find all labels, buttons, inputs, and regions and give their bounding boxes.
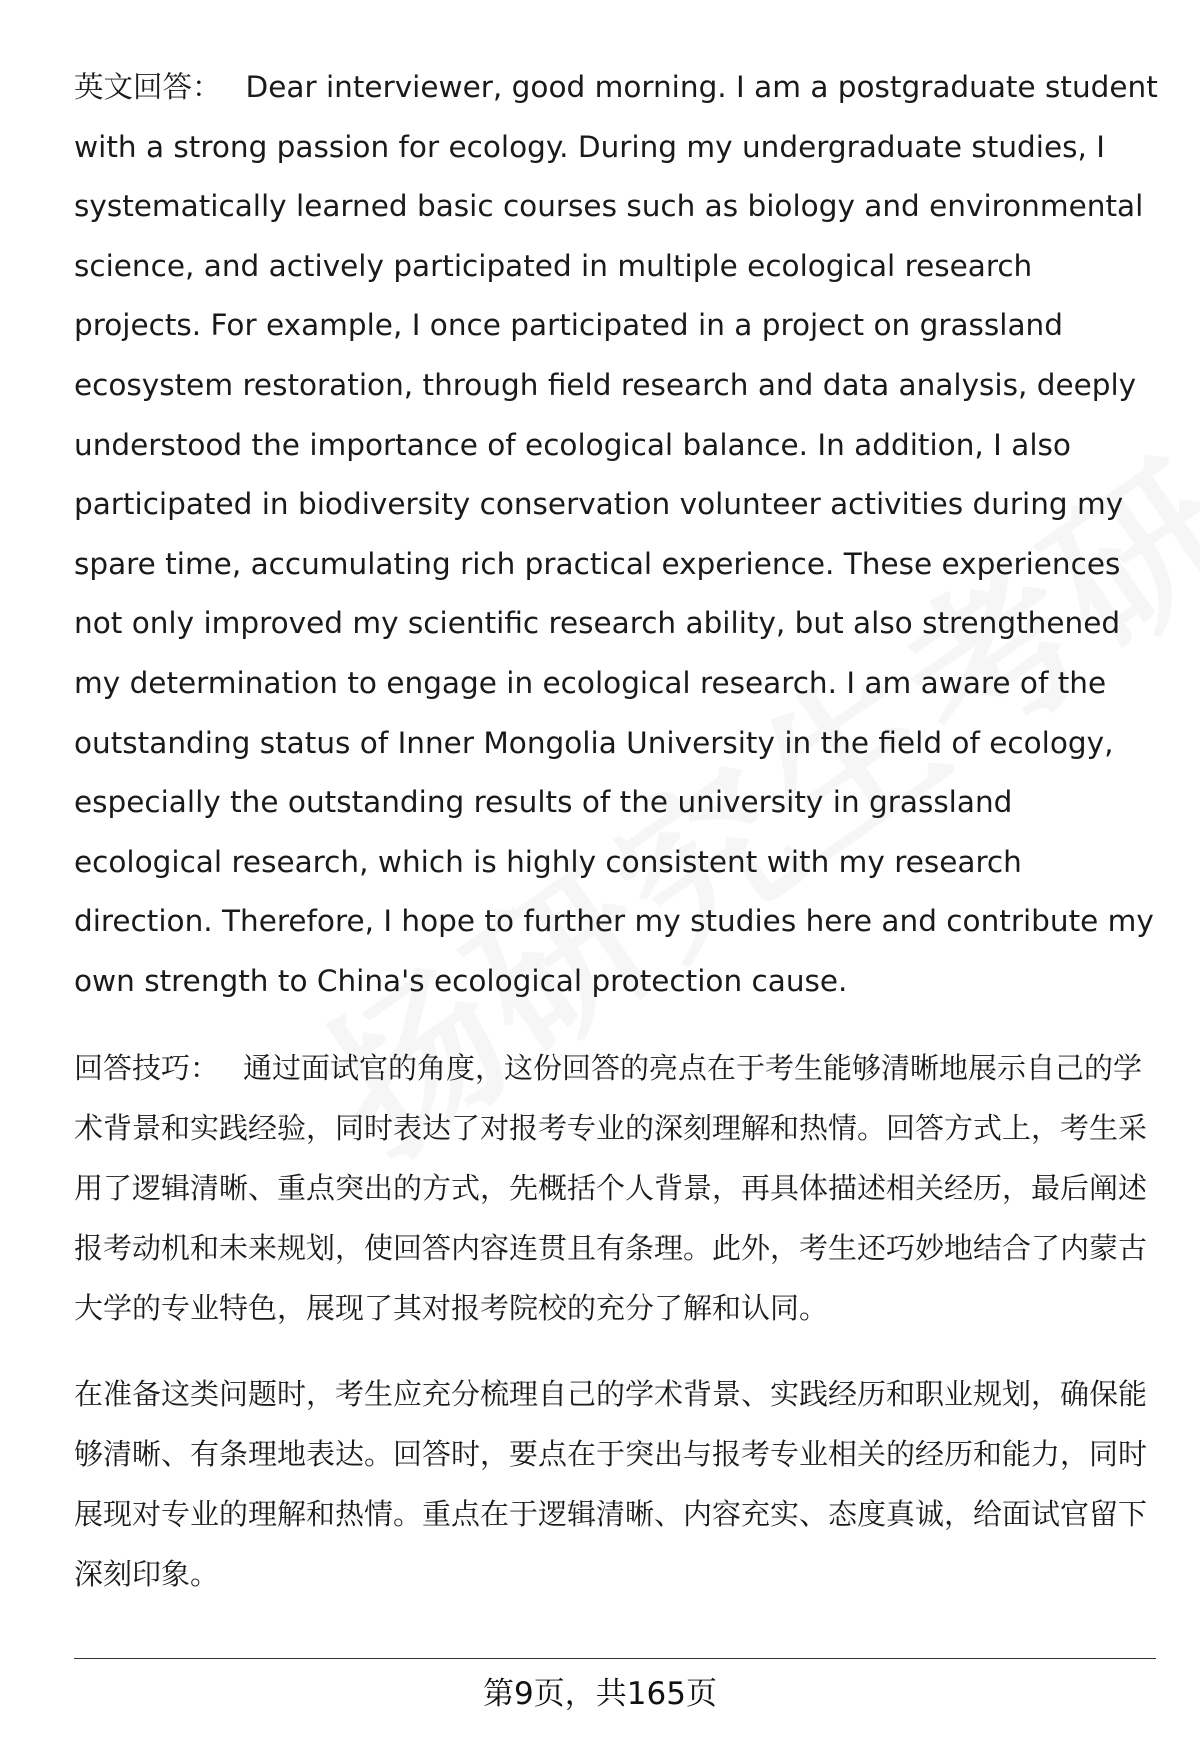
page-content — [74, 58, 1160, 1604]
spacer — [74, 1338, 1160, 1364]
spacer — [74, 1012, 1160, 1038]
answer-tips-paragraph — [74, 1038, 1160, 1338]
page-number: 第9页，共165页 — [483, 1676, 717, 1712]
preparation-advice-paragraph — [74, 1364, 1160, 1604]
english-answer-paragraph — [74, 58, 1160, 1012]
english-answer-label: 英文回答： — [74, 70, 222, 104]
answer-tips-label: 回答技巧： — [74, 1050, 220, 1085]
preparation-advice-text: 在准备这类问题时，考生应充分梳理自己的学术背景、实践经历和职业规划，确保能够清晰、有条理地表达。回答时，要点在于突出与报考专业相关的经历和能力，同时展现对专业的理解和热情。重点在于逻辑清晰、内容充实、态度真诚，给面试官留下深刻印象。 — [74, 1376, 1148, 1591]
footer-divider — [74, 1658, 1156, 1659]
answer-tips-text: 通过面试官的角度，这份回答的亮点在于考生能够清晰地展示自己的学术背景和实践经验，同时表达了对报考专业的深刻理解和热情。回答方式上，考生采用了逻辑清晰、重点突出的方式，先概括个人背景，再具体描述相关经历，最后阐述报考动机和未来规划，使回答内容连贯且有条理。此外，考生还巧妙地结合了内蒙古大学的专业特色，展现了其对报考院校的充分了解和认同。 — [74, 1050, 1148, 1325]
english-answer-text: Dear interviewer, good morning. I am a postgraduate student with a strong passion for ecology. During my undergraduate studies, I systematically learned basic courses such as biology and environmental science, and actively participated in multiple ecological research projects. For example, I once participated in a project on grassland ecosystem restoration, through field research and data analysis, deeply understood the importance of ecological balance. In addition, I also participated in biodiversity conservation volunteer activities during my spare time, accumulating rich practical experience. These experiences not only improved my scientific research ability, but also strengthened my determination to engage in ecological research. I am aware of the outstanding status of Inner Mongolia University in the field of ecology, especially the outstanding results of the university in grassland ecological research, which is highly consistent with my research direction. Therefore, I hope to further my studies here and contribute my own strength to China's ecological protection cause. — [74, 70, 1158, 998]
